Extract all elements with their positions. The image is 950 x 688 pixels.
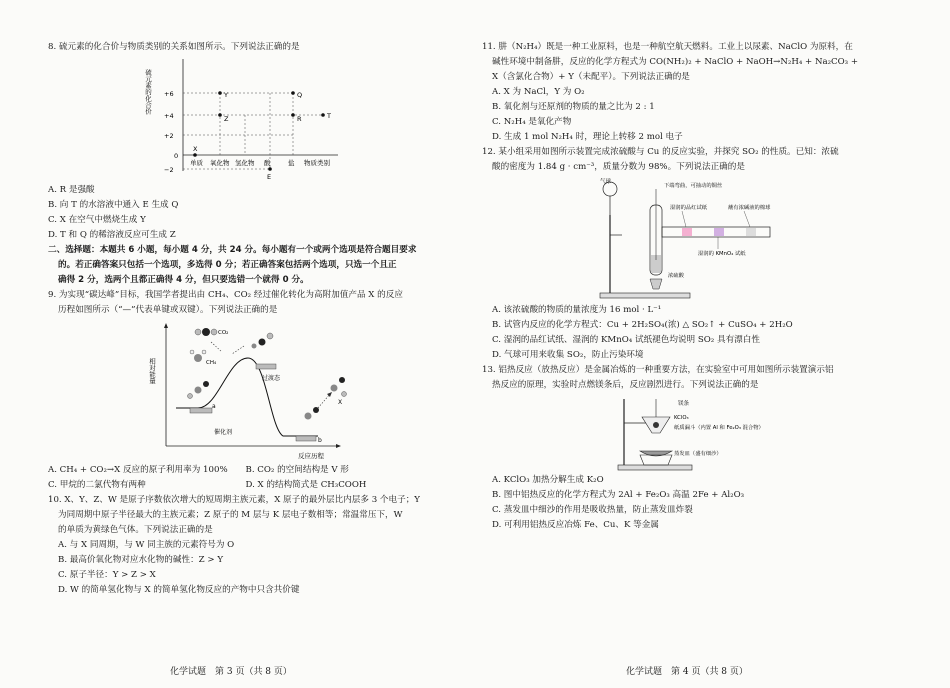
q8-option-b: B. 向 T 的水溶液中通入 E 生成 Q bbox=[48, 200, 179, 210]
q12-label-pinkpaper: 湿润的品红试纸 bbox=[670, 205, 708, 211]
q8-ylabel: 硫元素的化合价 bbox=[144, 69, 152, 115]
q13-apparatus-svg bbox=[482, 393, 842, 473]
q13-thermite-apparatus bbox=[482, 393, 882, 473]
page-footer-left: 化学试题 第 3 页（共 8 页） bbox=[170, 667, 292, 677]
section2-instructions: 二、选择题：本题共 6 小题，每小题 4 分，共 24 分。每小题有一个或两个选项是符合题目要求 bbox=[48, 245, 417, 255]
q9-option-d: D. X 的结构简式是 CH₃COOH bbox=[245, 480, 367, 490]
q11-option-a: A. X 为 NaCl，Y 为 O₂ bbox=[492, 87, 585, 97]
q8-stem: 8. 硫元素的化合价与物质类别的关系如图所示。下列说法正确的是 bbox=[48, 42, 300, 52]
q11-stem: X（含氯化合物）+ Y（未配平）。下列说法正确的是 bbox=[492, 72, 690, 82]
q9-options-row bbox=[48, 463, 443, 478]
q11-option-b: B. 氧化剂与还原剂的物质的量之比为 2 : 1 bbox=[492, 102, 655, 112]
q8-option-d: D. T 和 Q 的稀溶液反应可生成 Z bbox=[48, 230, 176, 240]
q8-point-label: Z bbox=[224, 115, 229, 123]
q8-point-label: T bbox=[327, 112, 331, 120]
q9-xlabel: 反应历程 bbox=[298, 452, 324, 460]
q8-point bbox=[321, 113, 325, 117]
q9-label: b bbox=[318, 437, 322, 444]
q12-label-wire: 下端弯曲，可抽动的铜丝 bbox=[664, 183, 723, 189]
q13-label-kclo3: KClO₃ bbox=[674, 415, 689, 421]
q9-energy-diagram bbox=[48, 318, 443, 463]
q8-point-label: Q bbox=[297, 91, 303, 99]
q8-ytick: +4 bbox=[164, 112, 174, 120]
section2-instructions: 的。若正确答案只包括一个选项，多选得 0 分；若正确答案包括两个选项，只选一个且正 bbox=[58, 260, 397, 270]
q8-ytick: +6 bbox=[164, 90, 174, 98]
q8-point bbox=[218, 113, 222, 117]
q9-label: 过渡态 bbox=[262, 375, 281, 382]
q8-ytick: 0 bbox=[174, 152, 179, 160]
q8-point bbox=[268, 167, 272, 171]
q13-stem: 热反应的原理，实验时点燃镁条后，反应剧烈进行。下列说法正确的是 bbox=[492, 380, 759, 390]
left-column bbox=[48, 40, 443, 598]
section2-instructions: 确得 2 分，选两个且都正确得 4 分，但只要选错一个就得 0 分。 bbox=[58, 275, 309, 285]
q8-chart bbox=[48, 55, 443, 183]
q12-option-d: D. 气球可用来收集 SO₂，防止污染环境 bbox=[492, 350, 644, 360]
q8-xcat: 盐 bbox=[288, 159, 295, 167]
q9-energy-svg bbox=[48, 318, 368, 463]
page-footer-right: 化学试题 第 4 页（共 8 页） bbox=[626, 667, 748, 677]
q8-option-c: C. X 在空气中燃烧生成 Y bbox=[48, 215, 146, 225]
q12-label-cotton: 蘸有浓碱液的棉球 bbox=[728, 205, 771, 211]
q8-xcat: 氢化物 bbox=[235, 159, 255, 167]
q12-stem: 12. 某小组采用如图所示装置完成浓硫酸与 Cu 的反应实验，并探究 SO₂ 的性质。已知：浓硫 bbox=[482, 147, 839, 157]
q10-option-d: D. W 的简单氢化物与 X 的简单氢化物反应的产物中只含共价键 bbox=[58, 585, 300, 595]
q9-stem: 历程如图所示（“—”代表单键或双键）。下列说法正确的是 bbox=[58, 305, 278, 315]
q8-point bbox=[291, 91, 295, 95]
q9-stem: 9. 为实现“碳达峰”目标，我国学者提出由 CH₄、CO₂ 经过催化转化为高附加值产品 X 的反应 bbox=[48, 290, 403, 300]
q8-xcat: 酸 bbox=[264, 159, 271, 167]
q9-label: 催化剂 bbox=[214, 429, 233, 436]
q13-option-b: B. 图中铝热反应的化学方程式为 2Al + Fe₂O₃ 高温 2Fe + Al₂O₃ bbox=[492, 490, 745, 500]
q9-option-b: B. CO₂ 的空间结构是 V 形 bbox=[245, 465, 349, 475]
q8-chart-svg bbox=[48, 55, 348, 183]
q13-label-mg: 镁条 bbox=[678, 401, 690, 407]
q9-label: a bbox=[212, 403, 216, 410]
q9-options-row bbox=[48, 478, 443, 493]
q13-label-dish: 蒸发皿（盛有细沙） bbox=[674, 451, 722, 457]
q8-xcat: 氧化物 bbox=[210, 159, 230, 167]
q8-point-label: X bbox=[193, 145, 198, 153]
q11-option-c: C. N₂H₄ 是氧化产物 bbox=[492, 117, 572, 127]
q9-label: CO₂ bbox=[218, 330, 229, 336]
q12-option-b: B. 试管内反应的化学方程式：Cu + 2H₂SO₄(浓) △ SO₂↑ + CuSO₄ + 2H₂O bbox=[492, 320, 793, 330]
right-column bbox=[482, 40, 882, 533]
q9-label: X bbox=[338, 399, 343, 406]
q12-option-a: A. 该浓硫酸的物质的量浓度为 16 mol · L⁻¹ bbox=[492, 305, 662, 315]
q8-point-label: R bbox=[297, 115, 302, 123]
q8-option-a: A. R 是强酸 bbox=[48, 185, 95, 195]
q13-stem: 13. 铝热反应（放热反应）是金属冶炼的一种重要方法，在实验室中可用如图所示装置演示铝 bbox=[482, 365, 834, 375]
q12-stem: 酸的密度为 1.84 g · cm⁻³，质量分数为 98%。下列说法正确的是 bbox=[492, 162, 745, 172]
q8-point-label: E bbox=[267, 173, 272, 181]
q9-ylabel: 相对能量 bbox=[148, 358, 156, 384]
q8-point bbox=[193, 153, 197, 157]
q11-stem: 碱性环境中制备肼，反应的化学方程式为 CO(NH₂)₂ + NaClO + NaOH→N₂H₄ + Na₂CO₃ + bbox=[492, 57, 859, 67]
q12-label-acid: 浓硫酸 bbox=[668, 273, 684, 279]
q12-option-c: C. 湿润的品红试纸、湿润的 KMnO₄ 试纸褪色均说明 SO₂ 具有漂白性 bbox=[492, 335, 760, 345]
q9-label: CH₄ bbox=[206, 360, 217, 366]
q10-stem: 10. X、Y、Z、W 是原子序数依次增大的短周期主族元素，X 原子的最外层比内层多 3 个电子；Y bbox=[48, 495, 420, 505]
q13-option-d: D. 可利用铝热反应冶炼 Fe、Cu、K 等金属 bbox=[492, 520, 659, 530]
q8-ytick: −2 bbox=[164, 166, 174, 174]
q12-label-balloon: 气球 bbox=[600, 179, 612, 185]
q10-option-c: C. 原子半径：Y > Z > X bbox=[58, 570, 156, 580]
q13-option-a: A. KClO₃ 加热分解生成 K₂O bbox=[492, 475, 604, 485]
q8-point bbox=[218, 91, 222, 95]
q12-apparatus-svg bbox=[482, 175, 842, 303]
q8-xcat: 单质 bbox=[190, 159, 203, 167]
q13-label-funnel: 纸质漏斗（内置 Al 和 Fe₂O₃ 混合物） bbox=[674, 425, 764, 431]
q12-apparatus bbox=[482, 175, 882, 303]
q10-option-b: B. 最高价氧化物对应水化物的碱性：Z > Y bbox=[58, 555, 223, 565]
q10-stem: 的单质为黄绿色气体。下列说法正确的是 bbox=[58, 525, 213, 535]
q10-stem: 为同周期中原子半径最大的主族元素；Z 原子的 M 层与 K 层电子数相等；常温常压下，W bbox=[58, 510, 403, 520]
q8-point bbox=[291, 113, 295, 117]
q9-option-a: A. CH₄ + CO₂→X 反应的原子利用率为 100% bbox=[48, 465, 228, 475]
q11-option-d: D. 生成 1 mol N₂H₄ 时，理论上转移 2 mol 电子 bbox=[492, 132, 683, 142]
q8-point-label: Y bbox=[224, 91, 228, 99]
q11-stem: 11. 肼（N₂H₄）既是一种工业原料，也是一种航空航天燃料。工业上以尿素、NaClO 为原料，在 bbox=[482, 42, 853, 52]
q8-ytick: +2 bbox=[164, 132, 174, 140]
q12-label-kmno4: 湿润的 KMnO₄ 试纸 bbox=[698, 251, 746, 257]
q8-xlabel: 物质类别 bbox=[304, 159, 330, 167]
q10-option-a: A. 与 X 同周期，与 W 同主族的元素符号为 O bbox=[58, 540, 235, 550]
q13-option-c: C. 蒸发皿中细沙的作用是吸收热量，防止蒸发皿炸裂 bbox=[492, 505, 693, 515]
q9-option-c: C. 甲烷的二氯代物有两种 bbox=[48, 480, 146, 490]
